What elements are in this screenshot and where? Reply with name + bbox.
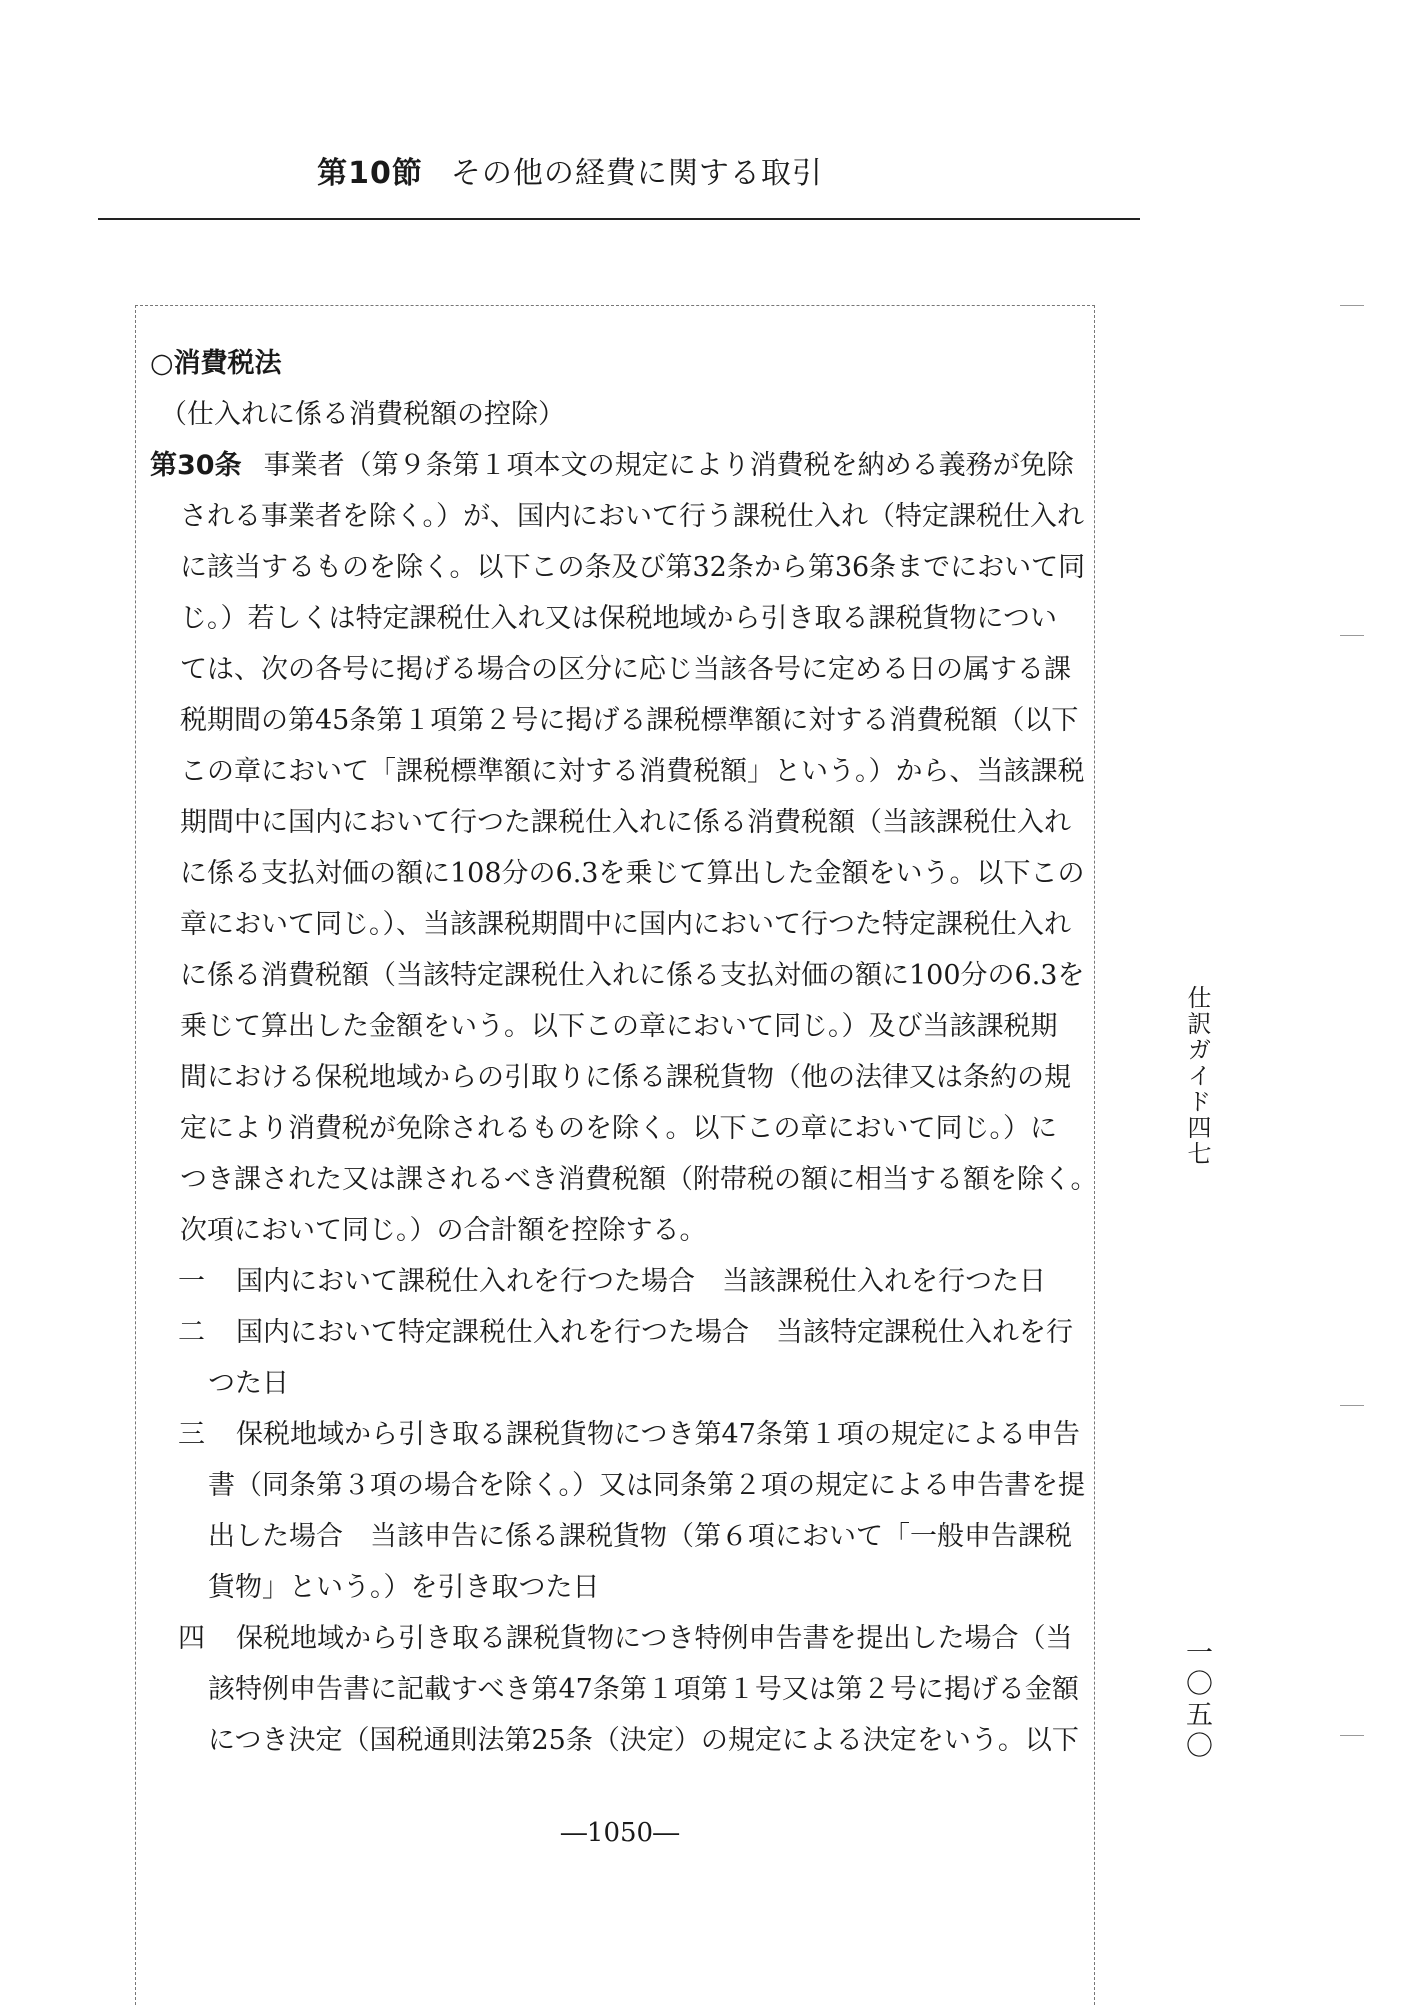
item-line-text: つた日 (208, 1368, 289, 1399)
item-line-text: 書（同条第３項の場合を除く。）又は同条第２項の規定による申告書を提 (208, 1470, 1085, 1501)
article-line (150, 440, 1090, 491)
section-header (0, 148, 1140, 192)
item-line (150, 1409, 1090, 1460)
item-line (150, 1358, 1090, 1409)
article-line (150, 1001, 1090, 1052)
item-line (150, 1613, 1090, 1664)
page-number: ―1050― (560, 1818, 680, 1848)
item-number: 二 (178, 1317, 205, 1348)
item-line-text: 国内において特定課税仕入れを行つた場合 当該特定課税仕入れを行 (236, 1317, 1073, 1348)
article-line (150, 644, 1090, 695)
article-line-text: ては、次の各号に掲げる場合の区分に応じ当該各号に定める日の属する課 (180, 654, 1071, 685)
article-line-text: 乗じて算出した金額をいう。以下この章において同じ。）及び当該課税期 (180, 1011, 1058, 1042)
article-number: 第30条 (150, 450, 242, 481)
article-line-text: に係る消費税額（当該特定課税仕入れに係る支払対価の額に100分の6.3を (180, 960, 1085, 991)
article-line (150, 1205, 1090, 1256)
article-line (150, 1154, 1098, 1205)
article-line (150, 542, 1090, 593)
article-line-text: 期間中に国内において行つた課税仕入れに係る消費税額（当該課税仕入れ (180, 807, 1071, 838)
article-line (150, 491, 1090, 542)
side-label: 仕訳ガイド四七 (1183, 985, 1211, 1167)
margin-tick (1340, 1735, 1364, 1736)
article-line-text: 事業者（第９条第１項本文の規定により消費税を納める義務が免除 (263, 450, 1074, 481)
article-line-text: 税期間の第45条第１項第２号に掲げる課税標準額に対する消費税額（以下 (180, 705, 1079, 736)
article-line-text: じ。）若しくは特定課税仕入れ又は保税地域から引き取る課税貨物につい (180, 603, 1057, 634)
article-line-text: に係る支払対価の額に108分の6.3を乗じて算出した金額をいう。以下この (180, 858, 1085, 889)
item-line-text: 出した場合 当該申告に係る課税貨物（第６項において「一般申告課税 (208, 1521, 1072, 1552)
article-line (150, 1103, 1090, 1154)
section-number: 第10節 (317, 156, 423, 191)
side-page-number: 一〇五〇 (1181, 1638, 1212, 1762)
article-line (150, 950, 1090, 1001)
item-line-text: につき決定（国税通則法第25条（決定）の規定による決定をいう。以下 (208, 1725, 1079, 1756)
article-line (150, 695, 1090, 746)
item-line (150, 1715, 1090, 1766)
article-line-text: 定により消費税が免除されるものを除く。以下この章において同じ。）に (180, 1113, 1057, 1144)
article-line-text: に該当するものを除く。以下この条及び第32条から第36条までにおいて同 (180, 552, 1086, 583)
margin-tick (1340, 1405, 1364, 1406)
article-line (150, 797, 1090, 848)
item-number: 三 (178, 1419, 205, 1450)
item-line-text: 国内において課税仕入れを行つた場合 当該課税仕入れを行つた日 (236, 1266, 1046, 1297)
section-title: その他の経費に関する取引 (450, 156, 823, 191)
article-line (150, 1052, 1090, 1103)
item-line (150, 1307, 1090, 1358)
item-number: 四 (178, 1623, 205, 1654)
article-line-text: される事業者を除く。）が、国内において行う課税仕入れ（特定課税仕入れ (180, 501, 1084, 532)
item-line (150, 1460, 1090, 1511)
item-line-text: 貨物」という。）を引き取つた日 (208, 1572, 600, 1603)
item-line-text: 保税地域から引き取る課税貨物につき第47条第１項の規定による申告 (236, 1419, 1080, 1450)
margin-tick (1340, 305, 1364, 306)
article-line-text: つき課された又は課されるべき消費税額（附帯税の額に相当する額を除く。 (180, 1164, 1098, 1195)
item-number: 一 (178, 1266, 205, 1297)
article-caption: （仕入れに係る消費税額の控除） (160, 399, 565, 430)
article-line-text: この章において「課税標準額に対する消費税額」という。）から、当該課税 (180, 756, 1085, 787)
item-line-text: 保税地域から引き取る課税貨物につき特例申告書を提出した場合（当 (236, 1623, 1073, 1654)
item-line (150, 1664, 1090, 1715)
article-body (150, 440, 1098, 1766)
item-line (150, 1562, 1090, 1613)
item-line (150, 1511, 1090, 1562)
article-line (150, 593, 1090, 644)
article-line (150, 899, 1090, 950)
item-line (150, 1256, 1090, 1307)
article-line (150, 848, 1090, 899)
item-line-text: 該特例申告書に記載すべき第47条第１項第１号又は第２号に掲げる金額 (208, 1674, 1079, 1705)
margin-tick (1340, 635, 1364, 636)
article-line-text: 次項において同じ。）の合計額を控除する。 (180, 1215, 707, 1246)
header-rule (98, 218, 1140, 220)
law-name: ○消費税法 (150, 348, 282, 379)
article-line-text: 間における保税地域からの引取りに係る課税貨物（他の法律又は条約の規 (180, 1062, 1071, 1093)
law-excerpt (150, 338, 1098, 1766)
article-line-text: 章において同じ。）、当該課税期間中に国内において行つた特定課税仕入れ (180, 909, 1071, 940)
article-line (150, 746, 1090, 797)
